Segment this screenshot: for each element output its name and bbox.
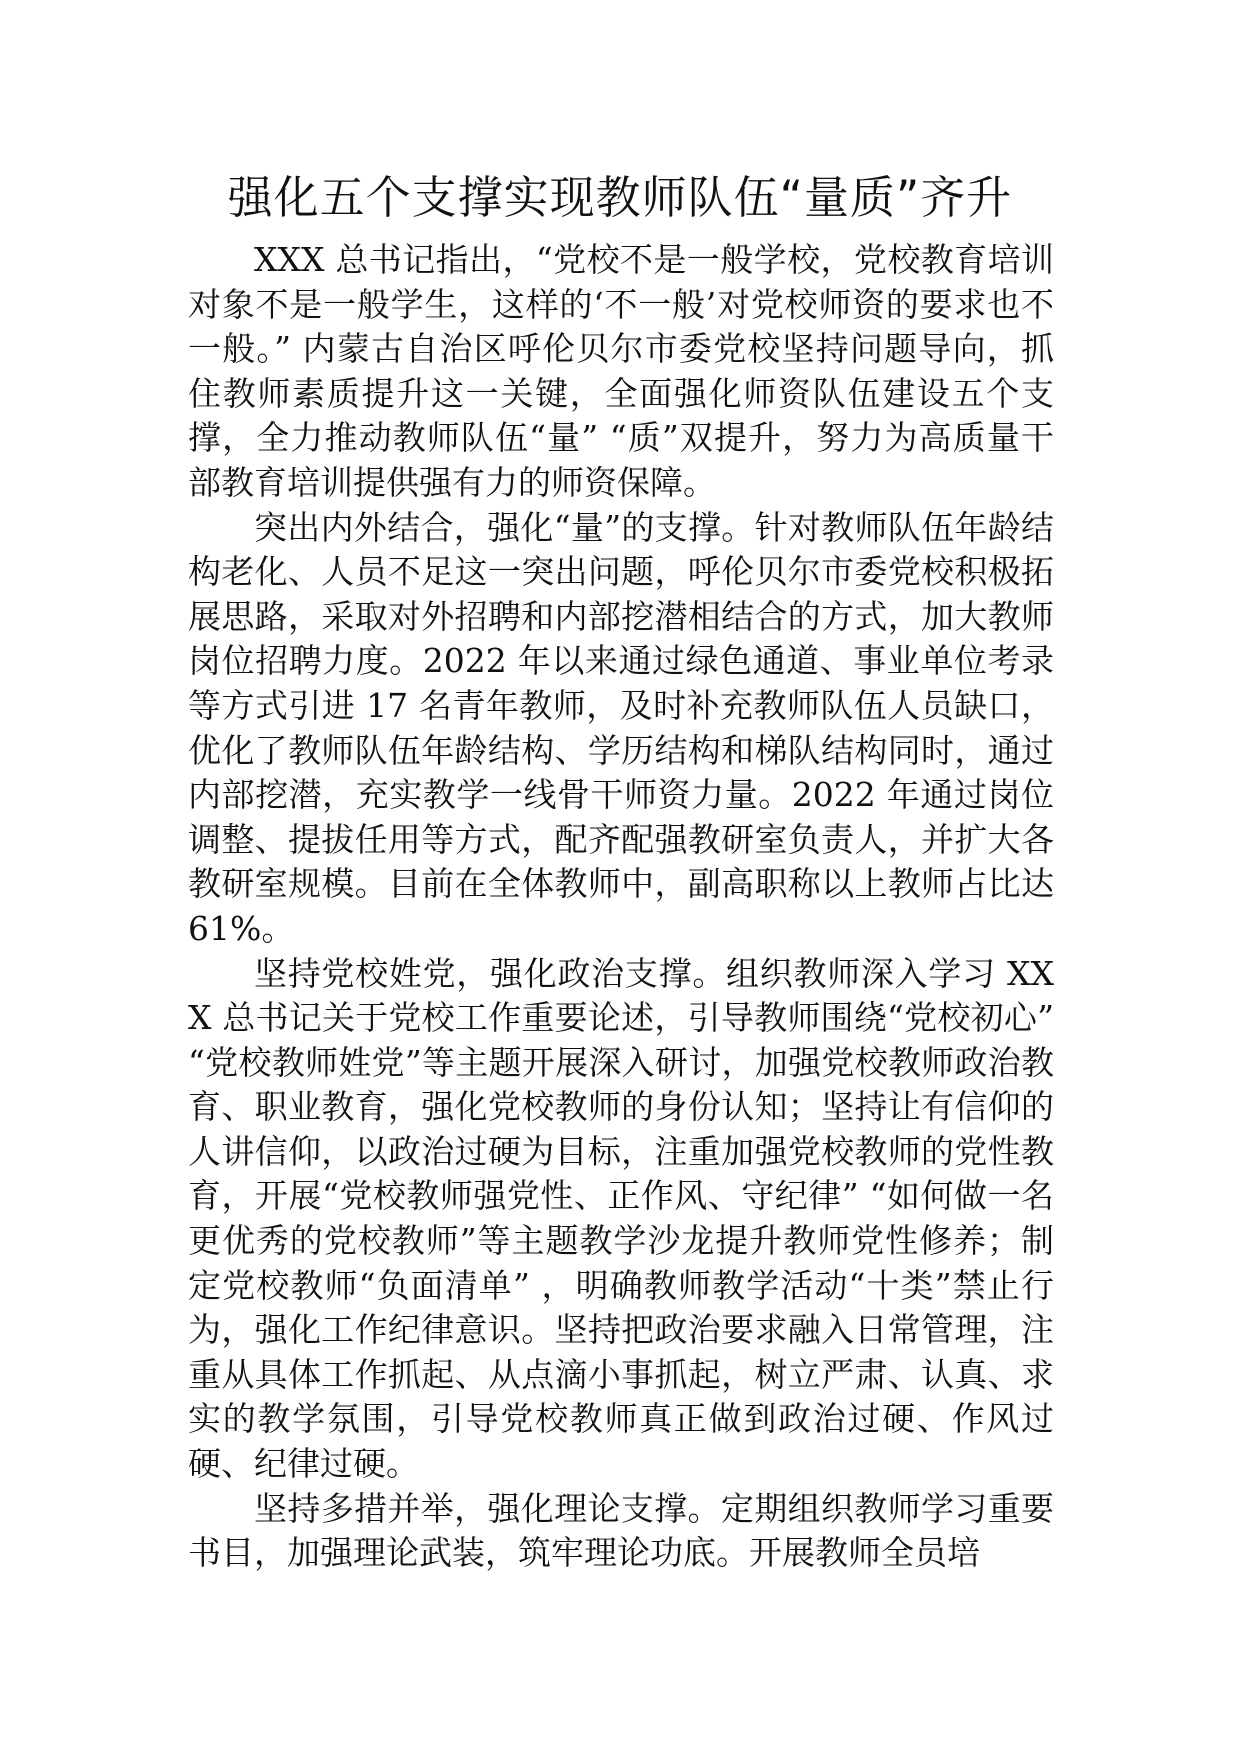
paragraph-quantity-support: 突出内外结合，强化“量”的支撑。针对教师队伍年龄结构老化、人员不足这一突出问题，呼伦贝尔市委党校积极拓展思路，采取对外招聘和内部挖潜相结合的方式，加大教师岗位招聘力度。2022 年以来通过绿色通道、事业单位考录等方式引进 17 名青年教师，及时补充教师队伍人员缺口，优化了教师队伍年龄结构、学历结构和梯队结构同时，通过内部挖潜，充实教学一线骨干师资力量。2022 年通过岗位调整、提拔任用等方式，配齐配强教研室负责人，并扩大各教研室规模。目前在全体教师中，副高职称以上教师占比达 61%。 (188, 507, 1054, 948)
document-title: 强化五个支撑实现教师队伍“量质”齐升 (227, 171, 1013, 224)
document-body (188, 238, 1054, 1576)
paragraph-political-support: 坚持党校姓党，强化政治支撑。组织教师深入学习 XXX 总书记关于党校工作重要论述，引导教师围绕“党校初心” “党校教师姓党”等主题开展深入研讨，加强党校教师政治教育、职业教育，强化党校教师的身份认知；坚持让有信仰的人讲信仰，以政治过硬为目标，注重加强党校教师的党性教育，开展“党校教师强党性、正作风、守纪律” “如何做一名更优秀的党校教师”等主题教学沙龙提升教师党性修养；制定党校教师“负面清单” ，明确教师教学活动“十类”禁止行为，强化工作纪律意识。坚持把政治要求融入日常管理，注重从具体工作抓起、从点滴小事抓起，树立严肃、认真、求实的教学氛围，引导党校教师真正做到政治过硬、作风过硬、纪律过硬。 (188, 953, 1054, 1484)
paragraph-intro: XXX 总书记指出，“党校不是一般学校，党校教育培训对象不是一般学生，这样的‘不一般’对党校师资的要求也不一般。” 内蒙古自治区呼伦贝尔市委党校坚持问题导向，抓住教师素质提升这一关键，全面强化师资队伍建设五个支撑，全力推动教师队伍“量” “质”双提升，努力为高质量干部教育培训提供强有力的师资保障。 (188, 240, 1054, 502)
paragraph-theory-support: 坚持多措并举，强化理论支撑。定期组织教师学习重要书目，加强理论武装，筑牢理论功底。开展教师全员培 (188, 1488, 1054, 1573)
